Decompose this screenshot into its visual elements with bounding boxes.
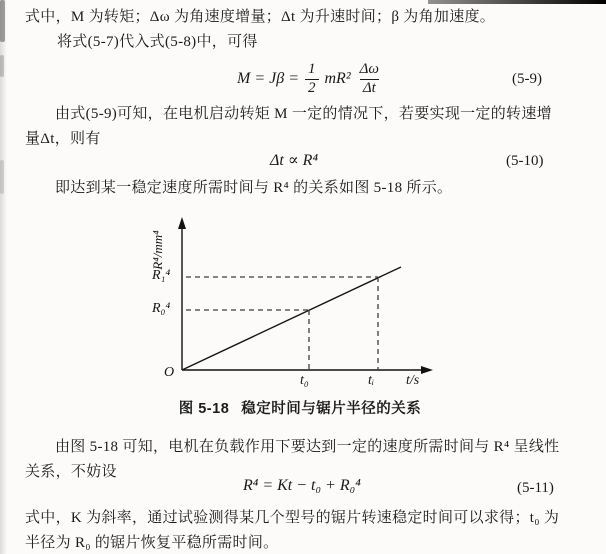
equation-5-9 [237,56,382,102]
origin-label: O [164,365,175,380]
figure-5-18-chart [140,215,450,397]
paragraph-from-figure-cont: 关系，不妨设 [25,464,117,480]
eq9-fraction-one-half [305,61,319,97]
equation-number-5-10: (5-10) [506,153,544,169]
equation-5-10 [270,150,318,170]
equation-number-5-9: (5-9) [512,71,542,87]
paragraph-slope-definition-cont: 半径为 R₀ 的锯片恢复平稳所需时间。 [25,535,279,551]
scan-artifact-smudge [0,55,4,77]
eq9-mid-term: mR² [324,70,351,87]
x-axis-unit-label: t/s [406,373,420,388]
x-tick-ti: tᵢ [368,373,375,388]
eq9-frac2-numerator: Δω [359,61,380,78]
scan-artifact-top-bar [428,0,606,4]
paragraph-slope-definition: 式中，K 为斜率，通过试验测得某几个型号的锯片转速稳定时间可以求得；t₀ 为 [25,510,560,526]
chart-canvas [140,215,450,397]
equation-5-11 [243,477,361,495]
figure-caption [140,397,460,418]
x-axis-arrow-icon [421,366,433,374]
eq10-body: Δt ∝ R⁴ [270,152,318,169]
eq9-frac1-denominator: 2 [305,79,319,97]
y-tick-R0: R₀⁴ [152,301,171,316]
equation-number-5-11: (5-11) [517,480,554,496]
data-line [182,267,401,370]
scan-artifact-left-gutter [0,0,7,554]
paragraph-from-eq-5-9-cont: 量Δt，则有 [25,131,101,147]
x-tick-t0: t₀ [300,373,309,388]
eq9-fraction-delta-omega-delta-t [357,61,382,97]
eq9-lhs: M = Jβ = [237,70,299,87]
eq9-frac1-numerator: 1 [308,61,316,78]
y-tick-R1: R₁⁴ [152,268,171,283]
paragraph-from-eq-5-9: 由式(5-9)可知，在电机启动转矩 M 一定的情况下，若要实现一定的转速增 [55,106,552,122]
scan-artifact-smudge [0,160,4,194]
paragraph-symbol-definitions: 式中，M 为转矩；Δω 为角速度增量；Δt 为升速时间；β 为角加速度。 [25,9,496,25]
paragraph-substitute-equations: 将式(5-7)代入式(5-8)中，可得 [57,34,258,50]
eq11-body: R⁴ = Kt − t₀ + R₀⁴ [243,477,361,494]
paragraph-from-figure: 由图 5-18 可知，电机在负载作用下要达到一定的速度所需时间与 R⁴ 呈线性 [55,439,560,455]
y-axis-label: R⁴/mm⁴ [150,230,165,270]
figure-caption-number: 图 5-18 [178,401,230,417]
figure-caption-title: 稳定时间与锯片半径的关系 [241,401,422,417]
scan-artifact-smudge [0,0,5,42]
eq9-frac2-denominator: Δt [360,79,379,97]
paragraph-refers-to-figure: 即达到某一稳定速度所需时间与 R⁴ 的关系如图 5-18 所示。 [55,180,453,196]
y-axis-arrow-icon [178,217,186,229]
